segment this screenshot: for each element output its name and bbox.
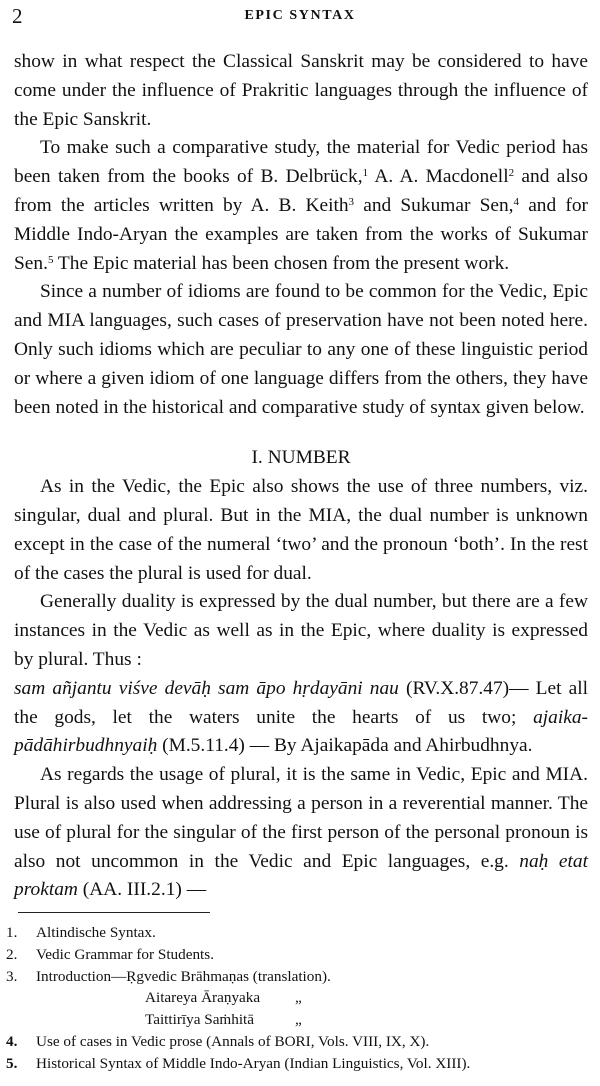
footnote-3-aitareya: Aitareya Āraṇyaka „ — [145, 989, 302, 1007]
sanskrit-quote-3: naḥ etat proktam — [14, 850, 588, 901]
footnote-ref-5: 5 — [47, 253, 54, 266]
sanskrit-quote-2: ajaika-pādāhirbudhnyaiḥ — [14, 706, 588, 757]
footnote-1: 1. Altindische Syntax. — [6, 924, 156, 941]
paragraph-idioms: Since a number of idioms are found to be common for the Vedic, Epic and MIA languages, such cases of preservation have not been noted here. Only such idioms which are peculiar to any one of these linguistic period or where a given idiom of one language differs from the others, they have been noted in the historical and comparative study of syntax given below. — [14, 281, 588, 418]
footnote-5: 5. Historical Syntax of Middle Indo-Aryan (Indian Linguistics, Vol. XIII). — [6, 1054, 471, 1072]
page-header — [12, 4, 588, 34]
body-text — [14, 48, 588, 905]
paragraph-numbers: As in the Vedic, the Epic also shows the use of three numbers, viz. singular, dual and plural. But in the MIA, the dual number is unknown except in the case of the numeral ‘two’ and the pronoun ‘both’. In the rest of the cases the plural is used for dual. — [14, 476, 588, 584]
paragraph-duality: Generally duality is expressed by the dual number, but there are a few instances in the Vedic as well as in the Epic, where duality is expressed by plural. Thus : — [14, 591, 588, 670]
footnote-divider — [18, 912, 210, 913]
running-title: EPIC SYNTAX — [244, 8, 356, 23]
paragraph-plural-usage: As regards the usage of plural, it is the same in Vedic, Epic and MIA. Plural is also used when addressing a person in a reverential manner. The use of plural for the singular of the first person of the personal pronoun is also not uncommon in the Vedic and Epic languages, e.g. naḥ etat proktam (AA. III.2.1) — — [14, 764, 588, 901]
footnote-ref-1: 1 — [362, 167, 369, 180]
section-heading: I. NUMBER — [251, 447, 351, 469]
footnote-ref-2: 2 — [508, 167, 515, 180]
page-number: 2 — [12, 4, 23, 28]
paragraph-example: sam añjantu viśve devāḥ sam āpo hṛdayāni nau (RV.X.87.47)— Let all the gods, let the waters unite the hearts of us two; ajaika-pādāhirbudhnyaiḥ (M.5.11.4) — By Ajaikapāda and Ahirbudhnya. — [14, 677, 588, 757]
footnote-3-taittiriya: Taittirīya Saṁhitā „ — [145, 1011, 302, 1029]
footnote-3: 3. Introduction—Ṛgvedic Brāhmaṇas (translation). — [6, 967, 331, 985]
footnote-2: 2. Vedic Grammar for Students. — [6, 945, 214, 963]
footnote-4: 4. Use of cases in Vedic prose (Annals of BORI, Vols. VIII, IX, X). — [6, 1032, 430, 1050]
sanskrit-quote-1: sam añjantu viśve devāḥ sam āpo hṛdayāni nau — [14, 677, 399, 699]
footnote-ref-4: 4 — [513, 195, 520, 208]
paragraph-comparative-study: To make such a comparative study, the material for Vedic period has been taken from the books of B. Delbrück,$^1$ A. A. Macdonell$^2$ and also from the articles written by A. B. Keith$^3$ and Sukumar Sen,$^4$ and for Middle Indo-Aryan the examples are taken from the works of Sukumar Sen.$^5$ The Epic material has been chosen from the present work. — [14, 137, 588, 274]
paragraph-continuation: show in what respect the Classical Sanskrit may be considered to have come under the influence of Prakritic languages through the influence of the Epic Sanskrit. — [14, 51, 588, 130]
footnote-ref-3: 3 — [348, 195, 355, 208]
footnotes — [6, 922, 592, 1075]
